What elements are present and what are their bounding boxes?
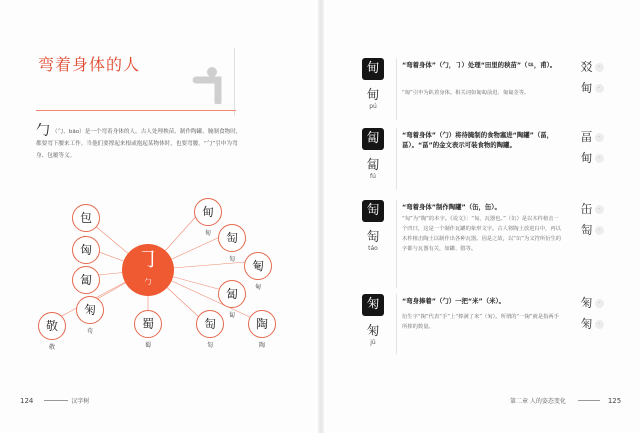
- node-glyph: 敬: [38, 312, 66, 340]
- entry-tao: [358, 200, 618, 292]
- entry-pu: [358, 58, 618, 130]
- node-left-4: [76, 296, 104, 335]
- entry-title: “弯身捧着”（勹）一把“米”（米）。: [402, 297, 506, 305]
- pinyin: fú: [370, 173, 376, 180]
- node-caption: 匐: [228, 312, 235, 319]
- form-glyph: 缶: [580, 202, 593, 216]
- form-dot-icon: ·: [595, 299, 604, 308]
- node-left-5: [38, 312, 66, 351]
- seal-column: [358, 294, 388, 346]
- tree-connectors: [0, 0, 318, 433]
- pinyin: pú: [369, 103, 377, 110]
- seal-glyph: 匋: [362, 200, 384, 222]
- entry-rule: [396, 58, 397, 120]
- node-glyph: 包: [72, 204, 100, 232]
- form-glyph: 匊: [580, 296, 593, 310]
- hub-character: [122, 244, 174, 296]
- page-number: 125: [607, 397, 622, 405]
- modern-glyph: 匐: [366, 158, 380, 173]
- form-glyph: 甸: [580, 151, 593, 165]
- hub-glyph: ㇆: [136, 248, 159, 273]
- node-right-5: [196, 310, 224, 349]
- form-dot-icon: ·: [595, 226, 604, 235]
- node-caption: 甸: [204, 230, 211, 237]
- seal-column: [358, 128, 388, 180]
- hub-label: 勹: [144, 278, 152, 286]
- modern-glyph: 匋: [366, 230, 380, 245]
- seal-column: [358, 200, 388, 252]
- form-glyph: 匋: [580, 223, 593, 237]
- form-dot-icon: ·: [595, 205, 604, 214]
- form-glyph: 㸚: [580, 60, 593, 74]
- form-dot-icon: ·: [595, 84, 604, 93]
- node-caption: 匋: [228, 256, 235, 263]
- node-right-6: [248, 310, 276, 349]
- seal-glyph: 甸: [362, 58, 384, 80]
- node-glyph: 匎: [244, 252, 272, 280]
- node-caption: 陶: [258, 342, 265, 349]
- running-head: 汉字树: [71, 398, 90, 405]
- node-glyph: 匋: [196, 310, 224, 338]
- pinyin: jū: [370, 339, 376, 346]
- node-right-2: [218, 224, 246, 263]
- right-page-footer: [510, 396, 621, 405]
- node-glyph: 匐: [218, 280, 246, 308]
- intro-text: （勹，bāo）是一个弯着身体的人。古人处理秧苗、制作陶罐、腌制食物时，都要弯下腰来工作。当他们要撑起来根或抱起某物体时，也要弯腰。“勹”引申为弯身、包覆等义。: [36, 129, 242, 159]
- entry-body: 衍生字“掬”代表“手”上“捧满了米”（匊）。所谓的“一掬”就是指两手所捧的数量。: [402, 314, 560, 330]
- form-dot-icon: ·: [595, 320, 604, 329]
- node-glyph: 匈: [72, 236, 100, 264]
- entry-title: “弯着身体”（勹，㇆）处理“田里的秧苗”（⺋，甫）。: [402, 61, 557, 69]
- node-glyph: 蜀: [134, 310, 162, 338]
- node-caption: 匎: [254, 284, 261, 291]
- entry-rule: [396, 294, 397, 354]
- entry-ju: [358, 294, 618, 360]
- seal-glyph: 匊: [362, 294, 384, 316]
- character-tree-diagram: [0, 0, 318, 433]
- form-dot-icon: ·: [595, 133, 604, 142]
- node-glyph: 陶: [248, 310, 276, 338]
- node-glyph: 甸: [194, 198, 222, 226]
- form-dot-icon: ·: [595, 63, 604, 72]
- footer-rule: [44, 400, 68, 401]
- node-caption: 蜀: [144, 342, 151, 349]
- form-glyph: 畐: [580, 130, 593, 144]
- form-glyph: 甸: [580, 81, 593, 95]
- glyph-forms: [570, 294, 614, 332]
- intro-glyph: 勹: [36, 123, 50, 139]
- glyph-forms: [570, 200, 614, 238]
- entry-title: “弯着身体”（勹）将待腌制的食物塞进“陶罐”（畐，畐）。“畐”的金文表示可装食物的陶罐。: [402, 131, 554, 149]
- node-caption: 敬: [48, 344, 55, 351]
- glyph-forms: [570, 58, 614, 96]
- entry-body: “匋”为“陶”的本字。《说文》：“匋，瓦器也。”（缶）是以木杵植击一个凹曰，这是一个制作瓦罐的象形文字。古人将陶土放进臼中，再以木杵植击陶土以制作出各种瓦器。因是之故，以“缶”为义符所衍生的字都与瓦器有关，如罐、罄等。: [402, 216, 562, 252]
- entry-title: “弯着身体”制作陶罐”（缶，缶）。: [402, 203, 501, 211]
- modern-glyph: 匊: [366, 324, 380, 339]
- book-gutter: [318, 0, 324, 433]
- glyph-forms: [570, 128, 614, 166]
- running-head: 第二章 人的姿态变化: [510, 398, 566, 405]
- seal-column: [358, 58, 388, 110]
- form-dot-icon: ·: [595, 154, 604, 163]
- form-glyph: 匊: [580, 317, 593, 331]
- node-caption: 匋: [206, 342, 213, 349]
- entry-rule: [396, 200, 397, 288]
- page-number: 124: [20, 397, 34, 405]
- modern-glyph: 甸: [366, 88, 380, 103]
- pinyin: táo: [368, 245, 378, 252]
- node-caption: 苟: [86, 328, 93, 335]
- node-glyph: 匐: [72, 266, 100, 294]
- node-glyph: 匋: [218, 224, 246, 252]
- entry-rule: [396, 128, 397, 190]
- seal-glyph: 匐: [362, 128, 384, 150]
- node-glyph: 匊: [76, 296, 104, 324]
- node-bottom: [134, 310, 162, 349]
- footer-rule: [578, 400, 600, 401]
- entry-fu: [358, 128, 618, 198]
- node-right-3: [244, 252, 272, 291]
- entry-body: “匍”引申为趴着身体。相关词如匍匐前进、匍匐茎等。: [402, 90, 530, 96]
- chapter-title: 弯着身体的人: [38, 55, 141, 74]
